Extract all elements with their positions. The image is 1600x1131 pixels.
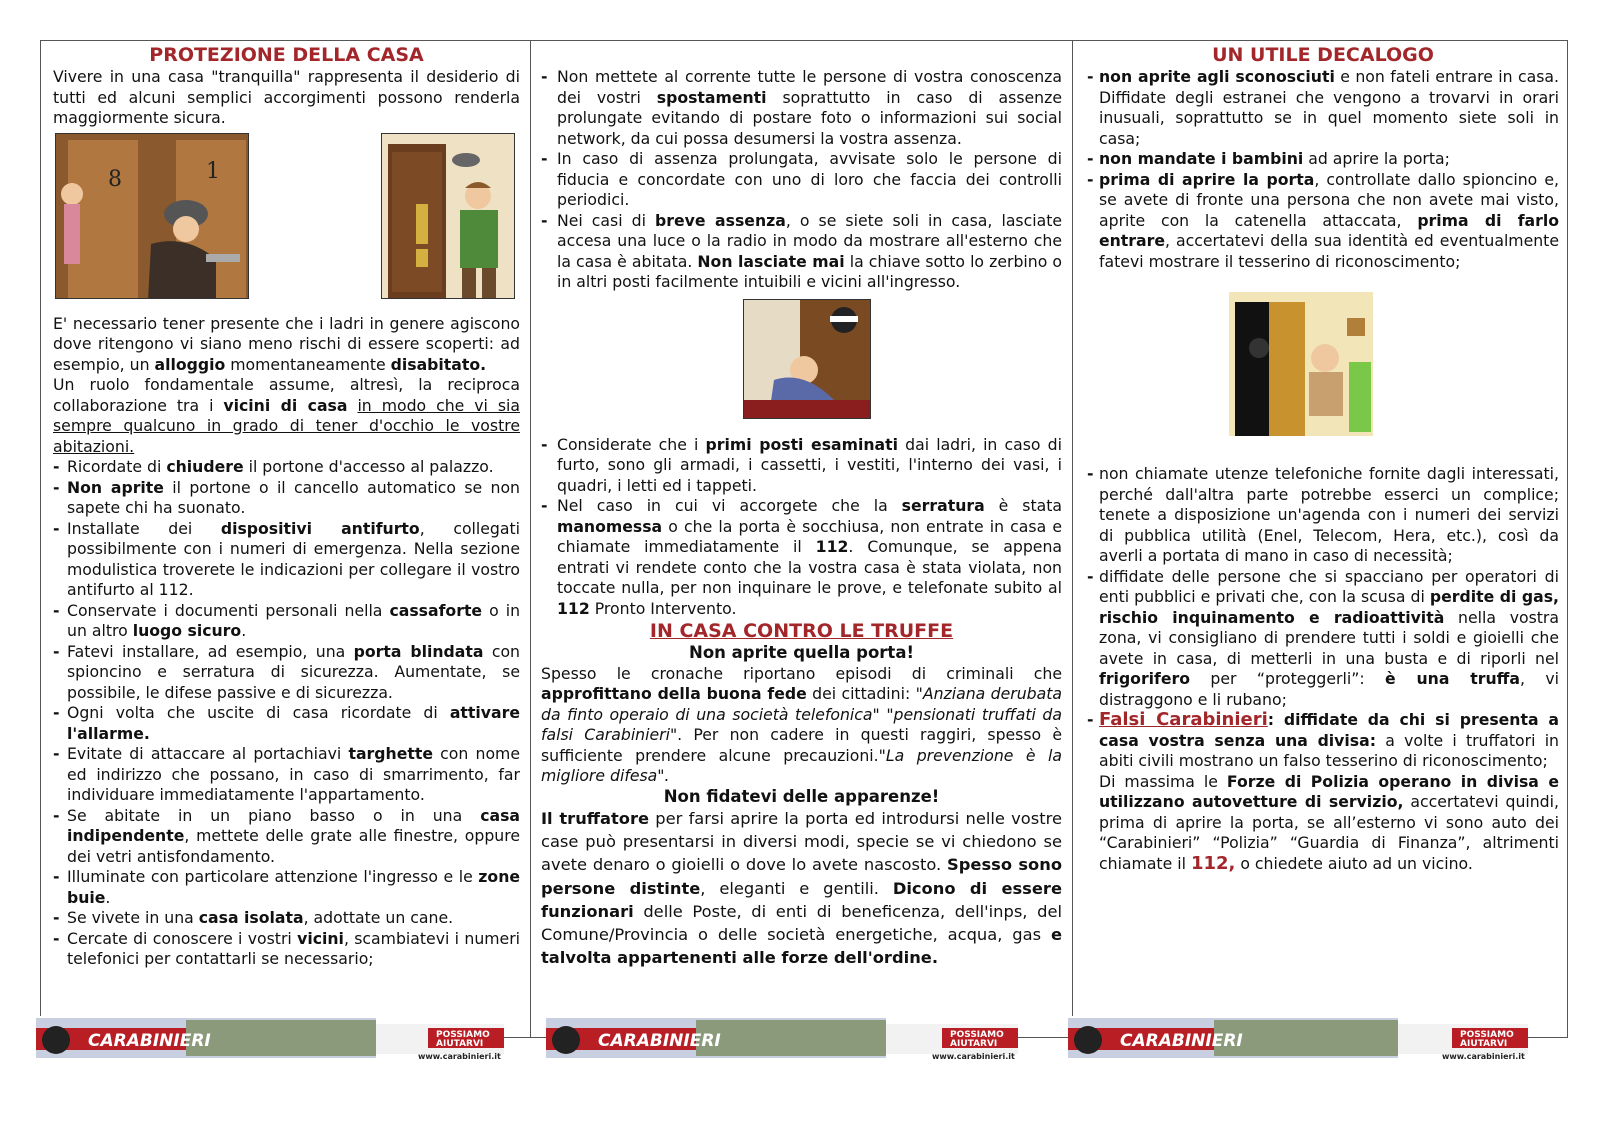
list-item: - Falsi Carabinieri: diffidate da chi si presenta a casa vostra senza una divisa: a volte i truffatori in abiti civili mostrano un falso tesserino di riconoscimento; [1087,710,1559,772]
list-item: - Non mettete al corrente tutte le persone di vostra conoscenza dei vostri spostamenti soprattutto in caso di assenze prolungate evitando di postare foto o informazioni sui social network, da cui possa desumersi la vostra assenza. [541,67,1062,149]
section-title-truffe: IN CASA CONTRO LE TRUFFE [649,620,954,642]
decalogo-list-bottom [1087,464,1559,772]
list-item: - Considerate che i primi posti esaminati dai ladri, in caso di furto, sono gli armadi, i cassetti, i vestiti, l'interno dei vasi, i quadri, i letti ed i tappeti. [541,435,1062,497]
carabinieri-banner [546,1016,1018,1062]
list-item: - Evitate di attaccare al portachiavi targhette con nome ed indirizzo che possano, in caso di smarrimento, far individuare immediatamente l'appartamento. [53,744,520,806]
paragraph-forze-polizia: Di massima le Forze di Polizia operano in divisa e utilizzano autovetture di servizio, accertatevi quindi, prima di aprire la porta, se all’esterno vi sono auto dei “Carabinieri” “Polizia” “Guardia di Finanza”, altrimenti chiamate il 112, o chiedete aiuto ad un vicino. [1099,771,1559,874]
door-number-8: 8 [108,166,122,192]
list-item: - prima di aprire la porta, controllate dallo spioncino e, se avete di fronte una persona che non avete mai visto, aprite con la catenella attaccata, prima di farlo entrare, accertatevi della sua identità ed eventualmente fatevi mostrare il tesserino di riconoscimento; [1087,170,1559,273]
list-item: - Non aprite il portone o il cancello automatico se non sapete chi ha suonato. [53,478,520,519]
list-item: - diffidate delle persone che si spacciano per operatori di enti pubblici e privati che, con la scusa di perdite di gas, rischio inquinamento e radioattività nella vostra zona, vi consigliano di prendere tutti i soldi e gioielli che avete in casa, di metterli in una busta e di riporli nel frigorifero per “proteggerli”: è una truffa, vi distraggono e li rubano; [1087,567,1559,711]
illustration-wrap [541,293,1062,435]
list-item: - Ogni volta che uscite di casa ricordate di attivare l'allarme. [53,703,520,744]
protection-list [53,457,520,970]
burglar-illustration [55,133,249,299]
decalogo-list-top [1087,67,1559,272]
falsi-carabinieri-label: Falsi Carabinieri [1099,709,1268,730]
section-title-protezione: PROTEZIONE DELLA CASA [149,44,424,66]
door-number-1: 1 [206,158,220,184]
list-item: - Installate dei dispositivi antifurto, collegati possibilmente con i numeri di emergenza. Nella sezione modulistica troverete le indicazioni per collegare il vostro antifurto al 112. [53,519,520,601]
paragraph-cronache: Spesso le cronache riportano episodi di criminali che approfittano della buona fede dei cittadini: "Anziana derubata da finto operaio di una società telefonica" "pensionati truffati da falsi Carabinieri". Per non cadere in questi raggiri, spesso è sufficiente prendere alcune precauzioni."La prevenzione è la migliore difesa". [541,663,1063,785]
list-item: - Cercate di conoscere i vostri vicini, scambiatevi i numeri telefonici per contattarli se necessario; [53,929,520,970]
list-item: - Ricordate di chiudere il portone d'accesso al palazzo. [53,457,520,478]
banner-brand: CARABINIERI [88,1031,211,1051]
list-item: - In caso di assenza prolungata, avvisate solo le persone di fiducia e concordate con uno di loro che faccia dei controlli periodici. [541,149,1062,211]
banner-tagline-2: AIUTARVI [1460,1039,1508,1049]
banner-url: www.carabinieri.it [418,1052,501,1061]
banner-tagline-1: POSSIAMO [436,1030,490,1040]
illustration-row [53,129,520,314]
list-item: - Conservate i documenti personali nella cassaforte o in un altro luogo sicuro. [53,601,520,642]
subtitle-apparenze: Non fidatevi delle apparenze! [663,786,940,806]
burglary-list [541,435,1062,620]
brochure-page [40,40,1568,1038]
column-decalogo [1073,41,1569,1037]
list-item: - Nel caso in cui vi accorgete che la serratura è stata manomessa o che la porta è socchiusa, non entrate in casa e chiamate immediatamente il 112. Comunque, se appena entrati vi rendete conto che la vostra casa è stata violata, non toccate nulla, per non inquinare le prove, e telefonate subito al 112 Pronto Intervento. [541,496,1062,619]
banner-brand: CARABINIERI [598,1031,721,1051]
carabinieri-banner [36,1016,504,1062]
paragraph-risks: E' necessario tener presente che i ladri in genere agiscono dove ritengono vi siano meno rischi di essere scoperti: ad esempio, un alloggio momentaneamente disabitato. [53,313,520,374]
list-item: - Nei casi di breve assenza, o se siete soli in casa, lasciate accesa una luce o la radio in modo da mostrare all'esterno che la casa è abitata. Non lasciate mai la chiave sotto lo zerbino o in altri posti facilmente intuibili e vicini all'ingresso. [541,211,1062,293]
doormat-thief-illustration [743,299,871,419]
column-protezione [41,41,531,1037]
list-item: - Se vivete in una casa isolata, adottate un cane. [53,908,520,929]
subtitle-non-aprite: Non aprite quella porta! [689,643,914,662]
list-item: - non aprite agli sconosciuti e non fateli entrare in casa. Diffidate degli estranei che vengono a trovarvi in orari inusuali, soprattutto se in quel momento siete soli in casa; [1087,67,1559,149]
chain-door-illustration [1229,292,1373,436]
list-item: - Se abitate in un piano basso o in una casa indipendente, mettete delle grate alle finestre, oppure dei vetri antisfondamento. [53,806,520,868]
banner-url: www.carabinieri.it [1442,1052,1525,1061]
paragraph-neighbors: Un ruolo fondamentale assume, altresì, la reciproca collaborazione tra i vicini di casa in modo che vi sia sempre qualcuno in grado di tener d'occhio le vostre abitazioni. [53,375,520,456]
column-truffe [531,41,1073,1037]
list-item: - Fatevi installare, ad esempio, una porta blindata con spioncino e serratura di sicurezza. Aumentate, se possibile, le difese passive e di sicurezza. [53,642,520,704]
paragraph-truffatore: Il truffatore per farsi aprire la porta ed introdursi nelle vostre case può presentarsi in diversi modi, specie se vi chiedono se avete denaro o gioielli o dove lo avete nascosto. Spesso sono persone distinte, eleganti e gentili. Dicono di essere funzionari delle Poste, di enti di beneficenza, dell'inps, del Comune/Provincia o delle società energetiche, acqua, gas e talvolta appartenenti alle forze dell'ordine. [541,809,1062,968]
list-item: - Illuminate con particolare attenzione l'ingresso e le zone buie. [53,867,520,908]
banner-tagline-2: AIUTARVI [436,1039,484,1049]
carabinieri-banner [1068,1016,1528,1062]
absence-list [541,67,1062,293]
banner-tagline-1: POSSIAMO [1460,1030,1514,1040]
armored-door-illustration [381,133,515,299]
list-item: - non mandate i bambini ad aprire la porta; [1087,149,1559,170]
section-title-decalogo: UN UTILE DECALOGO [1212,44,1434,66]
banner-tagline-1: POSSIAMO [950,1030,1004,1040]
banner-url: www.carabinieri.it [932,1052,1015,1061]
banner-brand: CARABINIERI [1120,1031,1243,1051]
illustration-wrap [1087,272,1559,464]
banner-tagline-2: AIUTARVI [950,1039,998,1049]
list-item: - non chiamate utenze telefoniche fornite dagli interessati, perché dall'altra parte potrebbe esserci un complice; tenete a disposizione un'agenda con i numeri dei servizi di pubblica utilità (Enel, Telecom, Hera, etc.), così da averli a portata di mano in caso di necessità; [1087,464,1559,567]
intro-text: Vivere in una casa "tranquilla" rappresenta il desiderio di tutti ed alcuni semplici accorgimenti possono renderla maggiormente sicura. [53,67,520,127]
